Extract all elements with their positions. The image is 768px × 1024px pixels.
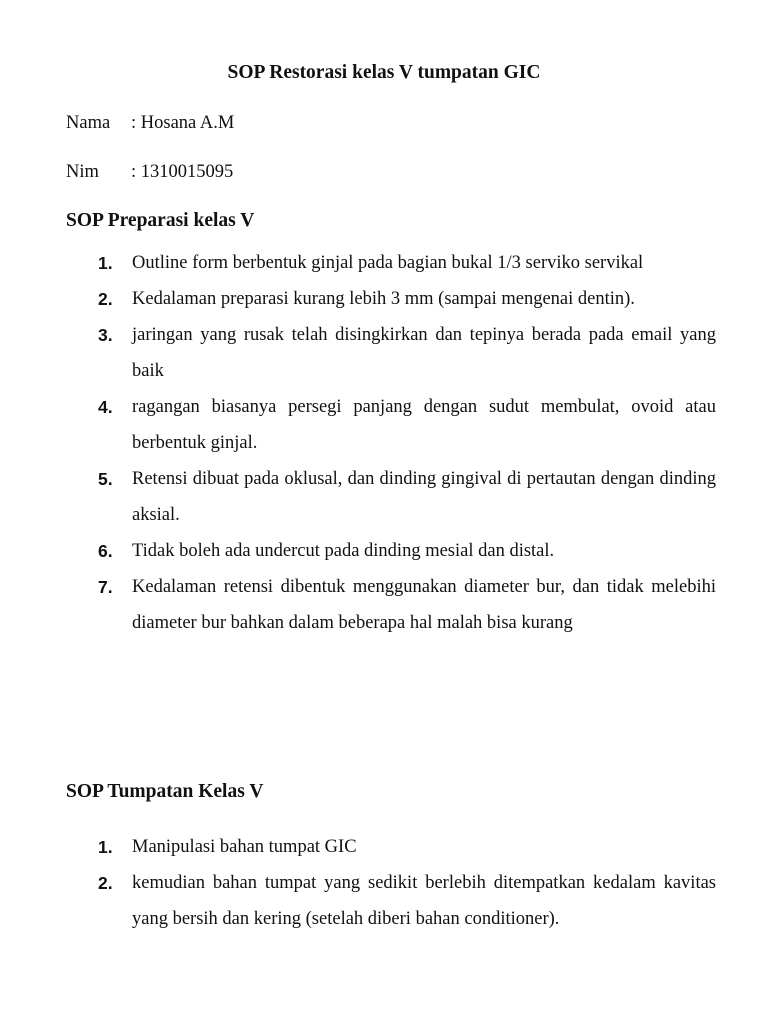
list-item — [98, 461, 716, 533]
step-number: 5. — [98, 469, 113, 489]
step-number: 6. — [98, 541, 113, 561]
list-item — [98, 533, 716, 569]
step-number: 3. — [98, 325, 113, 345]
step-text: Kedalaman retensi dibentuk menggunakan diameter bur, dan tidak melebihi diameter bur bahkan dalam beberapa hal malah bisa kurang — [132, 577, 716, 633]
nama-value: : Hosana A.M — [131, 113, 235, 133]
preparasi-steps-list — [98, 245, 716, 641]
list-item — [98, 245, 716, 281]
step-number: 2. — [98, 873, 113, 893]
step-number: 2. — [98, 289, 113, 309]
step-number: 4. — [98, 397, 113, 417]
list-item — [98, 317, 716, 389]
list-item — [98, 865, 716, 937]
step-text: Kedalaman preparasi kurang lebih 3 mm (sampai mengenai dentin). — [132, 289, 635, 309]
step-text: Retensi dibuat pada oklusal, dan dinding gingival di pertautan dengan dinding aksial. — [132, 469, 716, 525]
nim-label: Nim — [66, 162, 99, 182]
tumpatan-steps-list — [98, 829, 716, 937]
list-item — [98, 829, 716, 865]
document-title: SOP Restorasi kelas V tumpatan GIC — [227, 62, 541, 83]
step-text: jaringan yang rusak telah disingkirkan dan tepinya berada pada email yang baik — [132, 325, 716, 381]
list-item — [98, 389, 716, 461]
step-text: ragangan biasanya persegi panjang dengan sudut membulat, ovoid atau berbentuk ginjal. — [132, 397, 716, 453]
step-number: 1. — [98, 837, 113, 857]
step-text: Tidak boleh ada undercut pada dinding mesial dan distal. — [132, 541, 555, 561]
section-heading-preparasi: SOP Preparasi kelas V — [66, 210, 255, 231]
list-item — [98, 281, 716, 317]
nama-row — [66, 113, 234, 134]
step-number: 7. — [98, 577, 113, 597]
step-text: Outline form berbentuk ginjal pada bagian bukal 1/3 serviko servikal — [132, 253, 644, 273]
nama-label: Nama — [66, 113, 111, 133]
section-heading-tumpatan: SOP Tumpatan Kelas V — [66, 781, 264, 802]
step-text: kemudian bahan tumpat yang sedikit berlebih ditempatkan kedalam kavitas yang bersih dan kering (setelah diberi bahan conditioner). — [132, 873, 716, 929]
step-text: Manipulasi bahan tumpat GIC — [132, 837, 357, 857]
nim-value: : 1310015095 — [131, 162, 234, 182]
step-number: 1. — [98, 253, 113, 273]
nim-row — [66, 162, 233, 183]
list-item — [98, 569, 716, 641]
